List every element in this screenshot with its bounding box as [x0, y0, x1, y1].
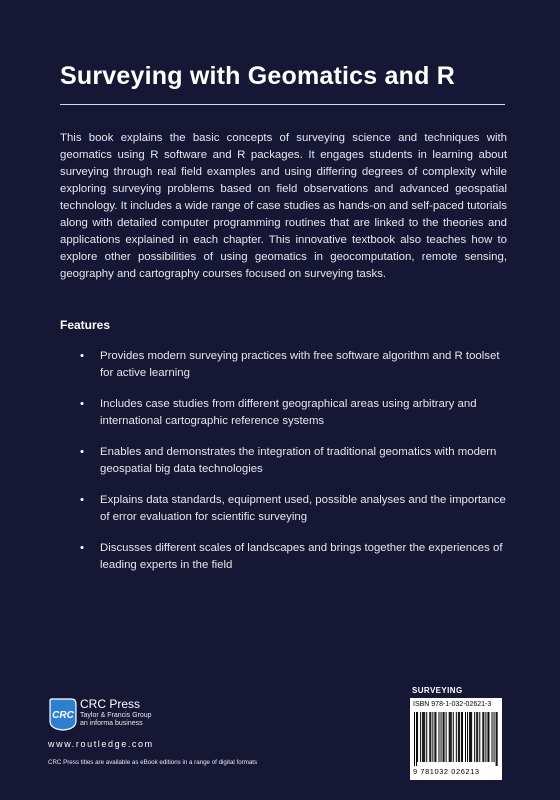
feature-item	[80, 492, 510, 526]
barcode-bar	[458, 712, 459, 762]
barcode-bar	[444, 712, 445, 762]
barcode-bar	[451, 712, 452, 762]
barcode-bar	[485, 712, 486, 762]
features-heading: Features	[60, 318, 111, 332]
barcode-bar	[453, 712, 454, 762]
feature-text: Enables and demonstrates the integration of traditional geomatics with modern geospatial big data technologies	[100, 446, 497, 475]
barcode-bar	[467, 712, 468, 762]
barcode-bar	[430, 712, 431, 762]
barcode-bar	[426, 712, 427, 762]
barcode-bar	[429, 712, 430, 762]
bullet-icon: •	[80, 398, 84, 410]
barcode-bar	[471, 712, 472, 762]
barcode-bar	[479, 712, 480, 762]
barcode-bar	[456, 712, 457, 762]
crc-logo-text: CRC	[52, 710, 74, 721]
barcode-bar	[423, 712, 424, 762]
features-list	[80, 348, 510, 588]
barcode-bar	[492, 712, 493, 762]
publisher-name: CRC Press	[80, 697, 141, 711]
feature-text: Discusses different scales of landscapes and brings together the experiences of leading experts in the field	[100, 542, 503, 571]
barcode-bar	[477, 712, 478, 762]
barcode-bar	[497, 712, 498, 766]
barcode-bar	[470, 712, 471, 762]
barcode-bar	[494, 712, 495, 762]
category-label: SURVEYING	[412, 686, 463, 695]
barcode-box	[410, 698, 502, 780]
barcode-bar	[420, 712, 421, 762]
barcode-bar	[465, 712, 466, 762]
feature-text: Explains data standards, equipment used, possible analyses and the importance of error evaluation for scientific surveying	[100, 494, 506, 523]
barcode-bar	[461, 712, 462, 762]
barcode-icon	[414, 712, 498, 766]
bullet-icon: •	[80, 446, 84, 458]
barcode-bar	[434, 712, 435, 762]
barcode-bar	[474, 712, 475, 762]
barcode-bar	[487, 712, 488, 762]
isbn-label: ISBN 978-1-032-02621-3	[413, 701, 492, 708]
publisher-group: Taylor & Francis Group	[80, 712, 152, 719]
feature-item	[80, 540, 510, 574]
ebook-note: CRC Press titles are available as eBook editions in a range of digital formats	[48, 759, 258, 766]
feature-item	[80, 444, 510, 478]
feature-item	[80, 396, 510, 430]
barcode-bar	[450, 712, 451, 762]
barcode-bar	[443, 712, 444, 762]
barcode-bar	[449, 712, 450, 762]
barcode-bar	[424, 712, 425, 762]
barcode-number: 9 781032 026213	[413, 767, 480, 776]
barcode-bar	[476, 712, 477, 762]
crc-logo-icon	[48, 697, 78, 736]
barcode-bar	[422, 712, 423, 762]
book-description: This book explains the basic concepts of surveying science and techniques with geomatics using R software and R packages. It engages students in learning about surveying through real field examples and using differing degrees of complexity while exploring surveying problems based on field observations and advanced geospatial technology. It includes a wide range of case studies as hands-on and self-paced tutorials along with detailed computer programming routines that are linked to the theories and applications explained in each chapter. This innovative textbook also teaches how to explore other possibilities of using geomatics in geocomputation, remote sensing, geography and cartography courses focused on surveying tasks.	[60, 132, 507, 280]
barcode-bar	[417, 712, 418, 762]
barcode-bar	[462, 712, 463, 762]
book-title: Surveying with Geomatics and R	[60, 62, 455, 90]
bullet-icon: •	[80, 542, 84, 554]
bullet-icon: •	[80, 350, 84, 362]
title-divider	[60, 104, 505, 105]
barcode-bar	[459, 712, 460, 762]
barcode-bar	[469, 712, 470, 762]
barcode-bar	[438, 712, 439, 762]
feature-item	[80, 348, 510, 382]
barcode-bar	[432, 712, 433, 762]
barcode-bar	[416, 712, 417, 766]
publisher-business: an informa business	[80, 720, 143, 727]
feature-text: Provides modern surveying practices with free software algorithm and R toolset for active learning	[100, 350, 500, 379]
bullet-icon: •	[80, 494, 84, 506]
barcode-bar	[441, 712, 442, 762]
feature-text: Includes case studies from different geographical areas using arbitrary and international cartographic reference systems	[100, 398, 477, 427]
barcode-bar	[483, 712, 484, 762]
barcode-bar	[414, 712, 415, 766]
barcode-bar	[496, 712, 497, 766]
publisher-website[interactable]: www.routledge.com	[48, 739, 154, 749]
barcode-bar	[435, 712, 436, 762]
barcode-bar	[482, 712, 483, 762]
barcode-bar	[446, 712, 447, 762]
barcode-bar	[488, 712, 489, 762]
